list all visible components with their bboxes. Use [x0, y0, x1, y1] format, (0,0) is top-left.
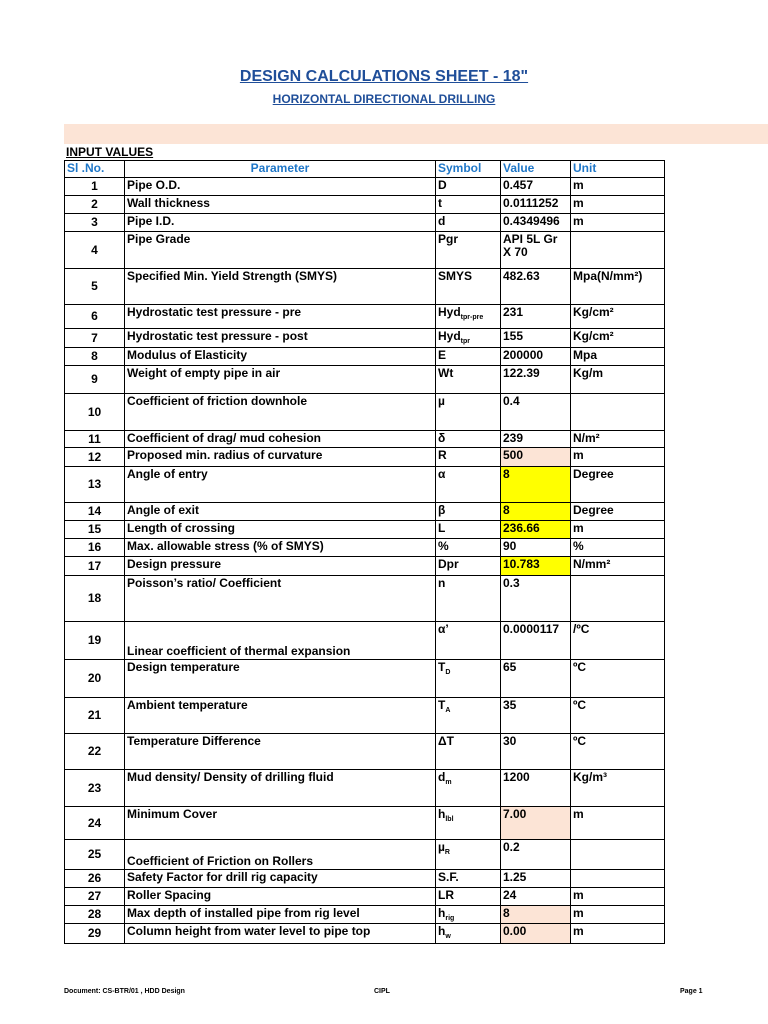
symbol-subscript: rig	[445, 915, 455, 922]
symbol-subscript: tpr	[460, 338, 471, 345]
symbol-subscript: m	[445, 779, 452, 786]
table-row	[65, 196, 665, 214]
cell-symbol: Pgr	[436, 232, 501, 269]
table-row	[65, 888, 665, 906]
cell-sl-no: 19	[65, 622, 125, 660]
symbol-subscript: A	[445, 707, 451, 714]
footer-company: CIPL	[374, 988, 390, 995]
cell-parameter: Ambient temperature	[125, 698, 436, 734]
table-row	[65, 394, 665, 431]
cell-sl-no: 23	[65, 770, 125, 807]
cell-parameter: Poisson’s ratio/ Coefficient	[125, 576, 436, 622]
cell-value: 8	[501, 467, 571, 503]
cell-value: 30	[501, 734, 571, 770]
cell-parameter: Modulus of Elasticity	[125, 348, 436, 366]
cell-symbol: α’	[436, 622, 501, 660]
cell-sl-no: 9	[65, 366, 125, 394]
cell-sl-no: 10	[65, 394, 125, 431]
cell-parameter: Mud density/ Density of drilling fluid	[125, 770, 436, 807]
cell-parameter: Max depth of installed pipe from rig level	[125, 906, 436, 924]
cell-value: 0.3	[501, 576, 571, 622]
symbol-subscript: lbl	[445, 816, 454, 823]
cell-sl-no: 26	[65, 870, 125, 888]
cell-parameter: Minimum Cover	[125, 807, 436, 840]
cell-unit: N/m²	[571, 431, 665, 448]
cell-value: 8	[501, 906, 571, 924]
table-row	[65, 329, 665, 348]
cell-sl-no: 6	[65, 305, 125, 329]
cell-value: 236.66	[501, 521, 571, 539]
cell-unit	[571, 232, 665, 269]
cell-sl-no: 25	[65, 840, 125, 870]
cell-unit: ºC	[571, 660, 665, 698]
cell-unit: m	[571, 521, 665, 539]
cell-symbol: Dpr	[436, 557, 501, 576]
cell-value: 500	[501, 448, 571, 467]
cell-parameter: Safety Factor for drill rig capacity	[125, 870, 436, 888]
cell-value: 0.4349496	[501, 214, 571, 232]
cell-symbol: R	[436, 448, 501, 467]
cell-unit: /ºC	[571, 622, 665, 660]
cell-value: 0.457	[501, 178, 571, 196]
cell-unit: Kg/cm²	[571, 329, 665, 348]
table-row	[65, 503, 665, 521]
cell-value: 10.783	[501, 557, 571, 576]
table-row	[65, 698, 665, 734]
cell-sl-no: 7	[65, 329, 125, 348]
cell-sl-no: 24	[65, 807, 125, 840]
table-row	[65, 521, 665, 539]
header-unit: Unit	[571, 161, 665, 178]
header-band	[64, 124, 768, 144]
symbol-text: µ	[438, 840, 445, 854]
table-row	[65, 807, 665, 840]
cell-symbol: µ	[436, 394, 501, 431]
table-row	[65, 232, 665, 269]
cell-value: 90	[501, 539, 571, 557]
table-row	[65, 305, 665, 329]
cell-unit: m	[571, 906, 665, 924]
cell-sl-no: 16	[65, 539, 125, 557]
table-row	[65, 467, 665, 503]
table-row	[65, 448, 665, 467]
cell-symbol	[436, 660, 501, 698]
cell-parameter: Pipe Grade	[125, 232, 436, 269]
cell-unit: Degree	[571, 467, 665, 503]
table-row	[65, 178, 665, 196]
footer-document: Document: CS-BTR/01 , HDD Design	[64, 988, 185, 995]
table-row	[65, 214, 665, 232]
symbol-text: T	[438, 698, 446, 712]
cell-sl-no: 29	[65, 924, 125, 944]
cell-parameter: Hydrostatic test pressure - pre	[125, 305, 436, 329]
cell-unit: m	[571, 178, 665, 196]
cell-parameter: Hydrostatic test pressure - post	[125, 329, 436, 348]
cell-symbol: ΔT	[436, 734, 501, 770]
cell-parameter: Wall thickness	[125, 196, 436, 214]
symbol-text: h	[438, 807, 446, 821]
cell-value: 7.00	[501, 807, 571, 840]
symbol-subscript: D	[445, 669, 451, 676]
cell-value: 0.0000117	[501, 622, 571, 660]
cell-symbol	[436, 840, 501, 870]
symbol-text: d	[438, 770, 446, 784]
section-label: INPUT VALUES	[66, 145, 154, 159]
cell-parameter: Coefficient of drag/ mud cohesion	[125, 431, 436, 448]
symbol-text: h	[438, 924, 446, 938]
table-row	[65, 840, 665, 870]
cell-symbol: β	[436, 503, 501, 521]
cell-parameter: Weight of empty pipe in air	[125, 366, 436, 394]
cell-symbol: d	[436, 214, 501, 232]
symbol-text: Hyd	[438, 305, 461, 319]
cell-unit	[571, 394, 665, 431]
cell-value: 239	[501, 431, 571, 448]
cell-unit: m	[571, 196, 665, 214]
cell-symbol: L	[436, 521, 501, 539]
symbol-text: Hyd	[438, 329, 461, 343]
symbol-subscript: tpr-pre	[460, 314, 484, 321]
table-row	[65, 622, 665, 660]
table-row	[65, 576, 665, 622]
cell-symbol	[436, 906, 501, 924]
cell-parameter: Linear coefficient of thermal expansion	[125, 622, 436, 660]
cell-sl-no: 22	[65, 734, 125, 770]
cell-unit: Kg/cm²	[571, 305, 665, 329]
cell-value: 231	[501, 305, 571, 329]
cell-unit: m	[571, 888, 665, 906]
cell-sl-no: 27	[65, 888, 125, 906]
cell-sl-no: 13	[65, 467, 125, 503]
cell-unit: m	[571, 448, 665, 467]
cell-symbol: t	[436, 196, 501, 214]
cell-parameter: Angle of entry	[125, 467, 436, 503]
cell-symbol: LR	[436, 888, 501, 906]
cell-sl-no: 11	[65, 431, 125, 448]
cell-unit: N/mm²	[571, 557, 665, 576]
cell-parameter: Roller Spacing	[125, 888, 436, 906]
header-symbol: Symbol	[436, 161, 501, 178]
cell-sl-no: 14	[65, 503, 125, 521]
table-row	[65, 870, 665, 888]
cell-value: 200000	[501, 348, 571, 366]
cell-sl-no: 2	[65, 196, 125, 214]
cell-symbol	[436, 305, 501, 329]
cell-value: 0.00	[501, 924, 571, 944]
cell-parameter: Angle of exit	[125, 503, 436, 521]
cell-parameter: Coefficient of Friction on Rollers	[125, 840, 436, 870]
table-row	[65, 269, 665, 305]
cell-unit: %	[571, 539, 665, 557]
cell-parameter: Design temperature	[125, 660, 436, 698]
table-row	[65, 924, 665, 944]
cell-parameter: Column height from water level to pipe top	[125, 924, 436, 944]
cell-symbol	[436, 329, 501, 348]
cell-unit: Mpa	[571, 348, 665, 366]
cell-sl-no: 1	[65, 178, 125, 196]
cell-value: 8	[501, 503, 571, 521]
table-row	[65, 348, 665, 366]
cell-symbol: Wt	[436, 366, 501, 394]
cell-symbol: %	[436, 539, 501, 557]
symbol-subscript: R	[444, 849, 450, 856]
cell-parameter: Design pressure	[125, 557, 436, 576]
cell-symbol	[436, 924, 501, 944]
cell-symbol: SMYS	[436, 269, 501, 305]
cell-symbol: n	[436, 576, 501, 622]
cell-symbol	[436, 698, 501, 734]
cell-unit: Mpa(N/mm²)	[571, 269, 665, 305]
cell-symbol: E	[436, 348, 501, 366]
cell-sl-no: 5	[65, 269, 125, 305]
header-value: Value	[501, 161, 571, 178]
cell-value: 24	[501, 888, 571, 906]
table-row	[65, 539, 665, 557]
cell-parameter: Specified Min. Yield Strength (SMYS)	[125, 269, 436, 305]
cell-symbol: D	[436, 178, 501, 196]
sheet-title: DESIGN CALCULATIONS SHEET - 18"	[239, 68, 529, 85]
cell-value: 0.2	[501, 840, 571, 870]
cell-parameter: Coefficient of friction downhole	[125, 394, 436, 431]
cell-sl-no: 12	[65, 448, 125, 467]
cell-value: 1.25	[501, 870, 571, 888]
cell-parameter: Max. allowable stress (% of SMYS)	[125, 539, 436, 557]
symbol-text: T	[438, 660, 446, 674]
cell-sl-no: 3	[65, 214, 125, 232]
cell-value: API 5L Gr X 70	[501, 232, 571, 269]
table-header-row	[65, 161, 665, 178]
cell-unit	[571, 576, 665, 622]
cell-symbol	[436, 807, 501, 840]
table-row	[65, 431, 665, 448]
table-row	[65, 906, 665, 924]
cell-symbol: δ	[436, 431, 501, 448]
symbol-subscript: w	[445, 933, 451, 940]
cell-sl-no: 18	[65, 576, 125, 622]
cell-parameter: Temperature Difference	[125, 734, 436, 770]
cell-symbol	[436, 770, 501, 807]
cell-unit: ºC	[571, 698, 665, 734]
cell-unit: Kg/m³	[571, 770, 665, 807]
cell-sl-no: 17	[65, 557, 125, 576]
table-row	[65, 557, 665, 576]
cell-value: 65	[501, 660, 571, 698]
cell-value: 0.0111252	[501, 196, 571, 214]
cell-unit: Degree	[571, 503, 665, 521]
cell-unit: m	[571, 214, 665, 232]
cell-sl-no: 20	[65, 660, 125, 698]
cell-value: 35	[501, 698, 571, 734]
cell-symbol: S.F.	[436, 870, 501, 888]
cell-unit	[571, 840, 665, 870]
header-sl-no: Sl .No.	[65, 161, 125, 178]
cell-value: 0.4	[501, 394, 571, 431]
footer-page: Page 1	[680, 988, 703, 995]
cell-unit	[571, 870, 665, 888]
cell-value: 482.63	[501, 269, 571, 305]
symbol-text: h	[438, 906, 446, 920]
cell-value: 122.39	[501, 366, 571, 394]
cell-sl-no: 28	[65, 906, 125, 924]
cell-unit: Kg/m	[571, 366, 665, 394]
cell-sl-no: 8	[65, 348, 125, 366]
cell-sl-no: 21	[65, 698, 125, 734]
cell-unit: m	[571, 924, 665, 944]
cell-unit: ºC	[571, 734, 665, 770]
table-row	[65, 660, 665, 698]
cell-unit: m	[571, 807, 665, 840]
input-values-table	[64, 160, 665, 944]
cell-value: 155	[501, 329, 571, 348]
header-parameter: Parameter	[125, 161, 436, 178]
cell-sl-no: 15	[65, 521, 125, 539]
table-row	[65, 366, 665, 394]
cell-parameter: Pipe I.D.	[125, 214, 436, 232]
cell-parameter: Proposed min. radius of curvature	[125, 448, 436, 467]
cell-parameter: Length of crossing	[125, 521, 436, 539]
cell-sl-no: 4	[65, 232, 125, 269]
cell-symbol: α	[436, 467, 501, 503]
cell-parameter: Pipe O.D.	[125, 178, 436, 196]
cell-value: 1200	[501, 770, 571, 807]
table-row	[65, 734, 665, 770]
table-row	[65, 770, 665, 807]
sheet-subtitle: HORIZONTAL DIRECTIONAL DRILLING	[272, 92, 496, 106]
